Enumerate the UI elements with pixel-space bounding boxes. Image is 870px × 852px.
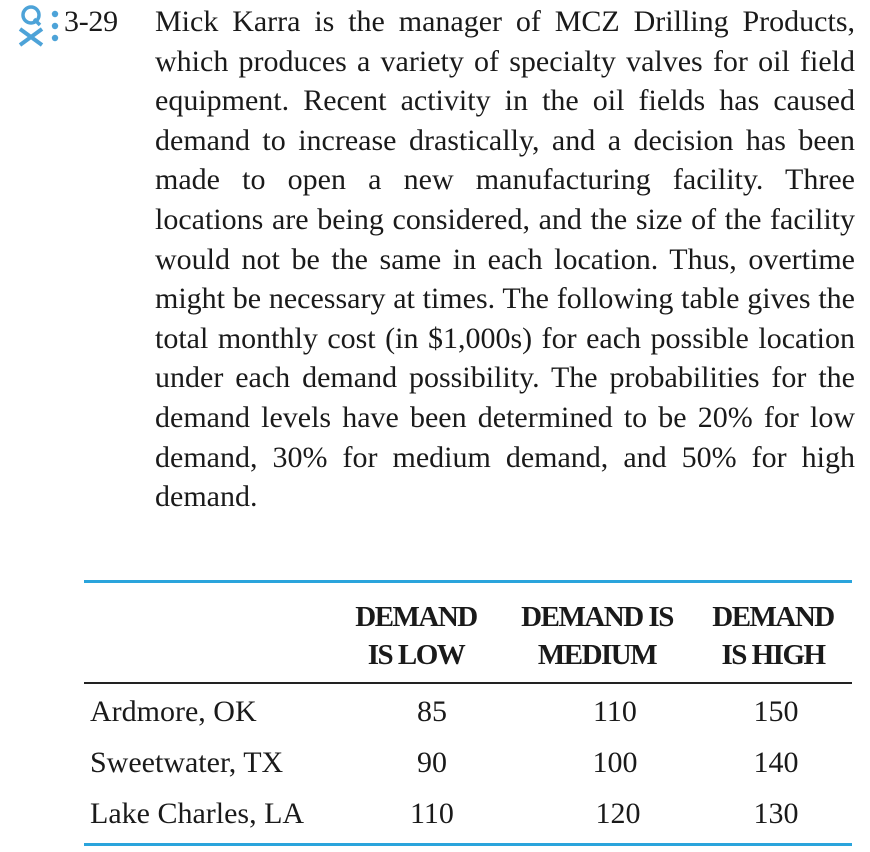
column-header-low-line2: IS LOW <box>367 639 465 671</box>
qm-software-icon <box>16 4 46 48</box>
column-header-medium-line2: MEDIUM <box>537 639 657 671</box>
row-label-ardmore: Ardmore, OK <box>90 695 257 728</box>
cell-ardmore-low: 85 <box>417 695 447 728</box>
problem-statement: Mick Karra is the manager of MCZ Drilling Products, which produces a variety of specialty valves for oil field equipment. Recent activity in the oil fields has caused demand to increase drastically, and a decision has been made to open a new manufacturing facility. Three locations are being considered, and the size of the facility would not be the same in each location. Thus, overtime might be necessary at times. The following table gives the total monthly cost (in $1,000s) for each possible location under each demand possibility. The probabilities for the demand levels have been determined to be 20% for low demand, 30% for medium demand, and 50% for high demand. <box>155 5 855 514</box>
table-header-rule <box>84 682 852 684</box>
cell-sweetwater-high: 140 <box>753 746 799 779</box>
cell-lake-charles-medium: 120 <box>595 797 641 830</box>
problem-number: 3-29 <box>64 5 118 38</box>
cell-ardmore-medium: 110 <box>593 695 637 728</box>
row-label-lake-charles: Lake Charles, LA <box>90 797 305 830</box>
cell-lake-charles-high: 130 <box>753 797 799 830</box>
table-bottom-rule <box>84 843 852 846</box>
column-header-medium <box>512 598 682 674</box>
column-header-low-line1: DEMAND <box>355 601 477 633</box>
row-label-sweetwater: Sweetwater, TX <box>90 746 284 779</box>
cell-sweetwater-low: 90 <box>417 746 447 779</box>
cell-sweetwater-medium: 100 <box>592 746 638 779</box>
column-header-high-line1: DEMAND <box>712 601 834 633</box>
column-header-low <box>346 598 486 674</box>
column-header-high <box>700 598 846 674</box>
table-top-rule <box>84 580 852 583</box>
cell-ardmore-high: 150 <box>753 695 799 728</box>
cell-lake-charles-low: 110 <box>410 797 454 830</box>
column-header-medium-line1: DEMAND IS <box>521 601 673 633</box>
problem-marker-dots-icon <box>51 10 59 42</box>
column-header-high-line2: IS HIGH <box>721 639 825 671</box>
